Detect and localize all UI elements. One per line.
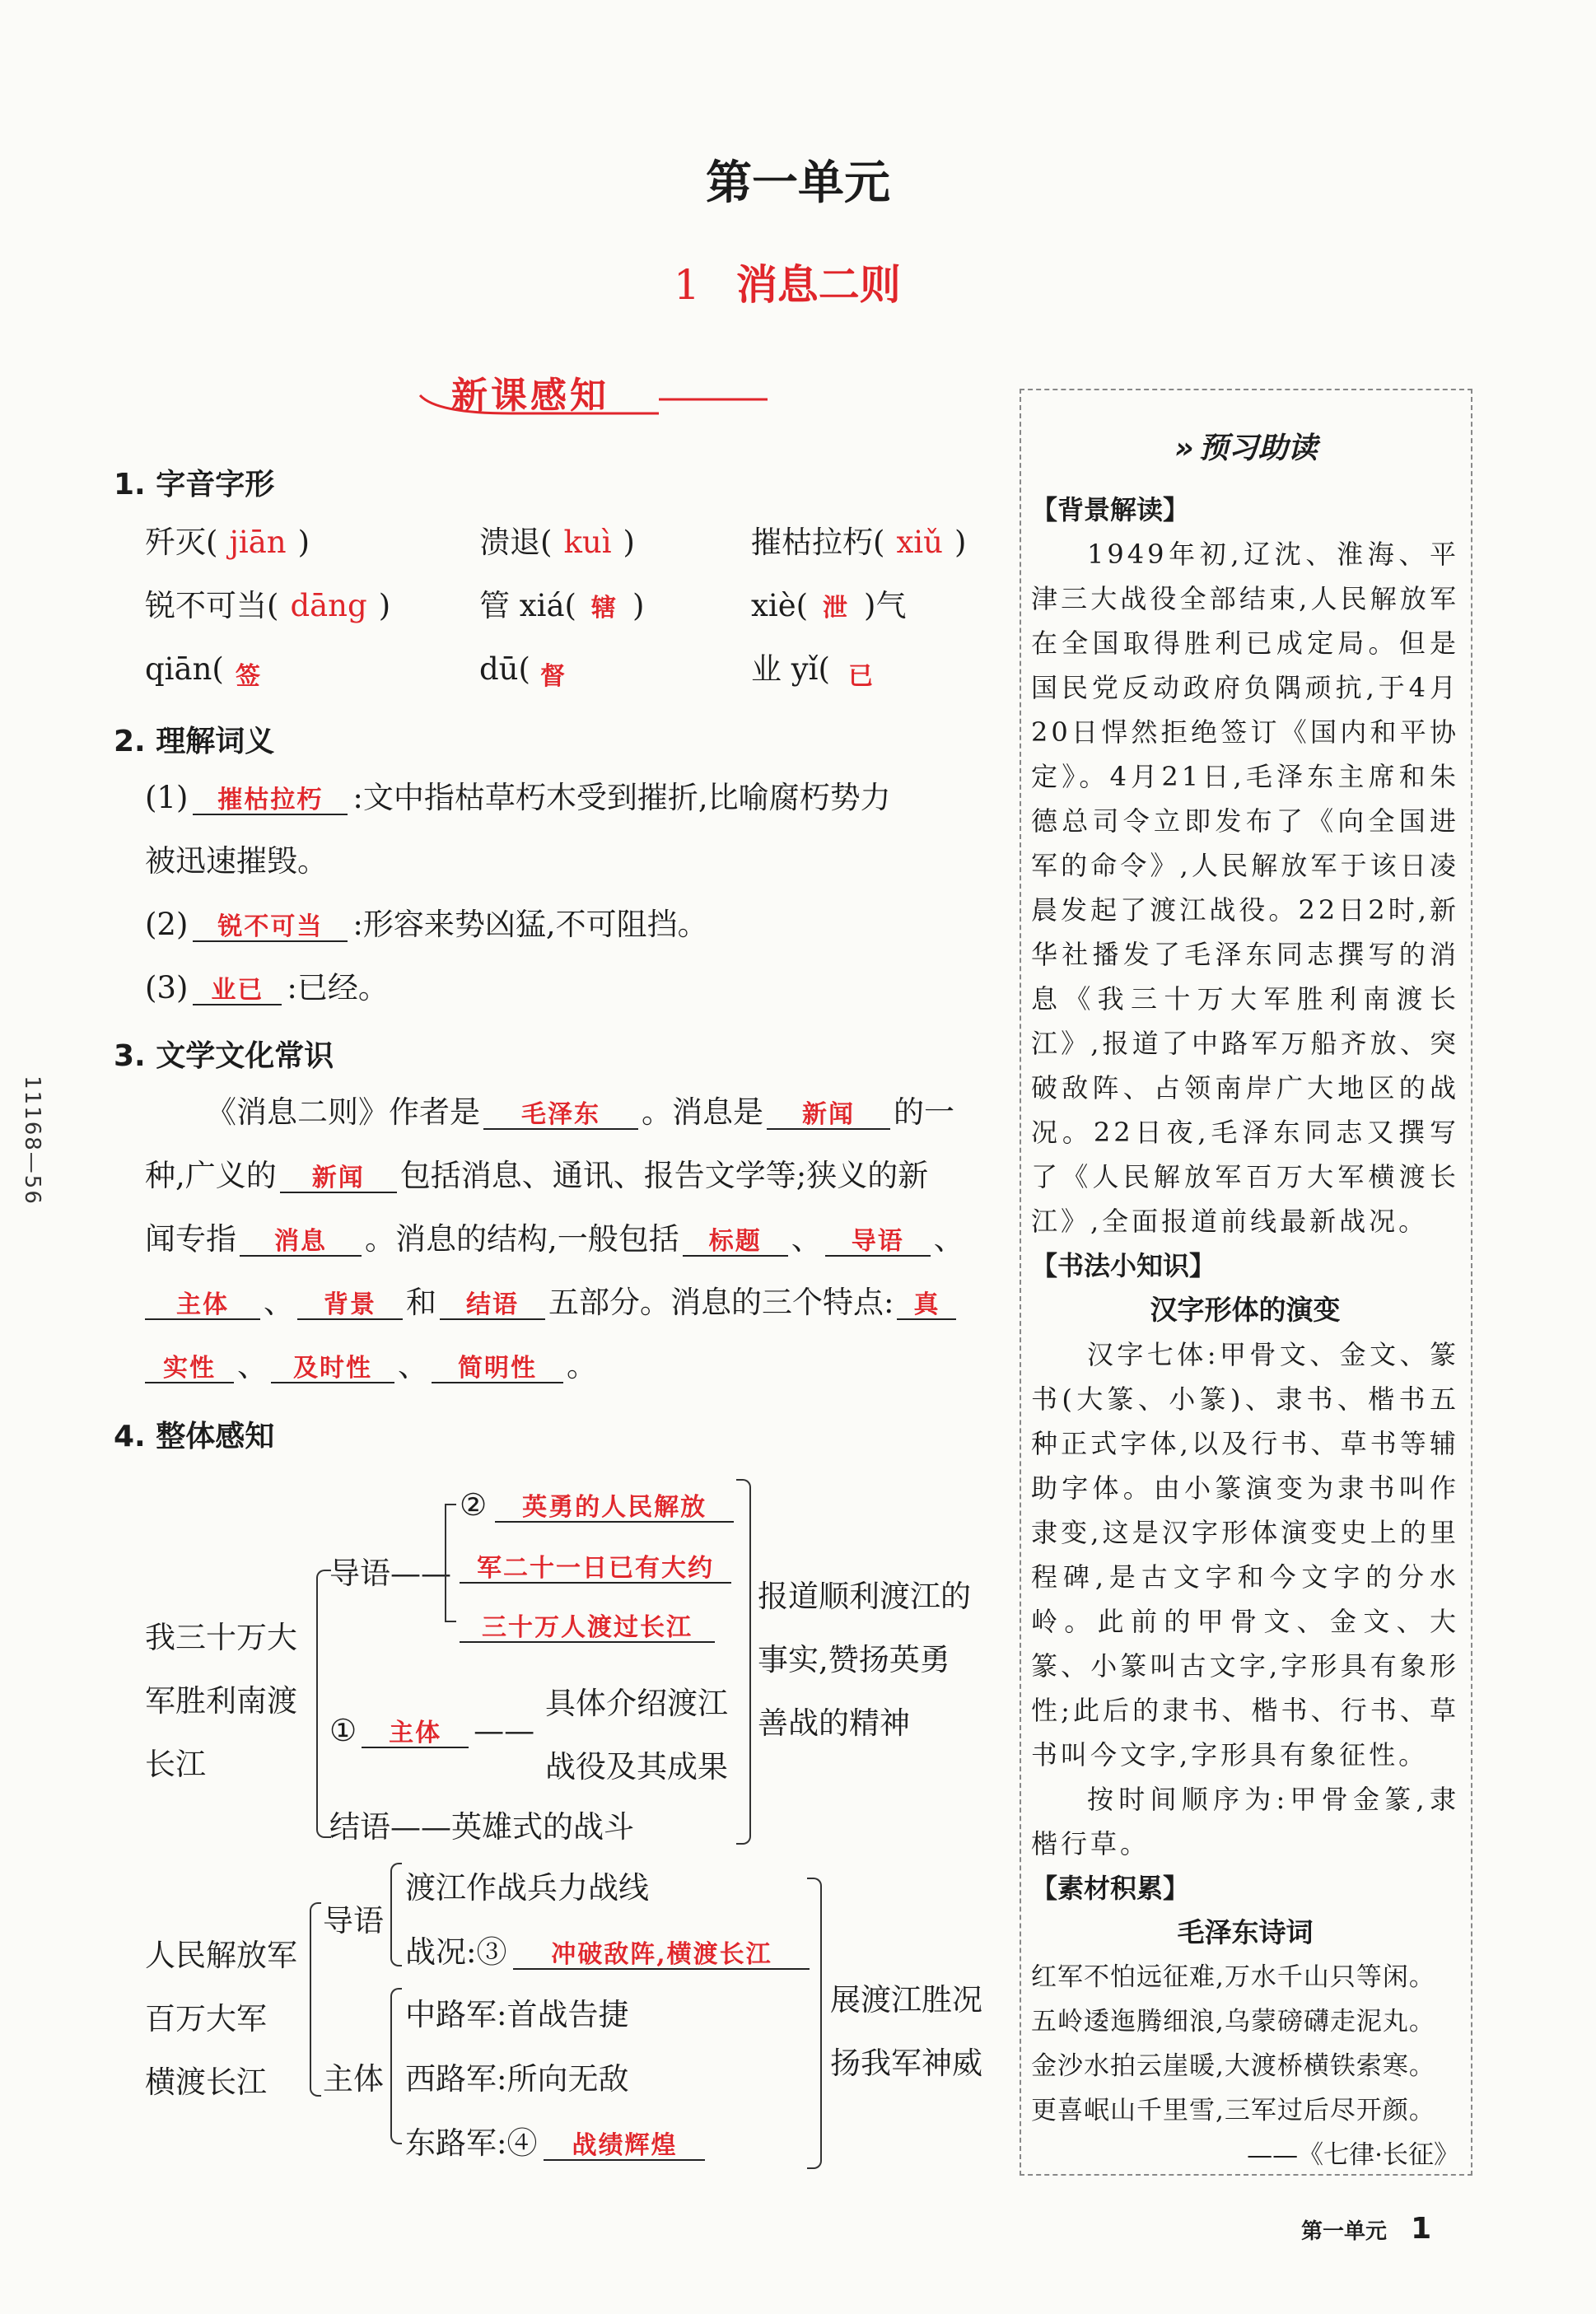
material-tag: 【素材积累】 — [1031, 1873, 1190, 1904]
mm2-summary: 展渡江胜况 扬我军神威 — [830, 1982, 982, 2081]
mm1-zhuti-desc: 具体介绍渡江 战役及其成果 — [545, 1686, 728, 1784]
ans-qian: 签 — [236, 662, 262, 691]
footer-unit: 第一单元 — [1301, 2219, 1388, 2244]
calligraphy-title: 汉字形体的演变 — [1150, 1294, 1341, 1326]
lit-line-3: 闻专指 消息 。消息的结构,一般包括 标题 、 导语 、 — [145, 1221, 964, 1257]
ans-yi: 已 — [848, 662, 875, 691]
mm2-zhuti-brace — [390, 1988, 402, 2144]
section2-heading: 2. 理解词义 — [114, 725, 275, 758]
mm2-r1: 中路军:首战告捷 — [405, 1997, 629, 2032]
ans-du: 督 — [540, 662, 567, 691]
mm2-l2: 战况:③ 冲破敌阵,横渡长江 — [405, 1927, 810, 1971]
poem-source: ——《七律·长征》 — [1247, 2140, 1459, 2170]
sidebar-title: » 预习助读 — [1174, 432, 1318, 465]
material-title: 毛泽东诗词 — [1177, 1916, 1314, 1948]
lit-line-1: 《消息二则》作者是 毛泽东 。消息是 新闻 的一 — [206, 1094, 954, 1130]
lit-line-4: 主体 、 背景 和 结语 五部分。消息的三个特点: 真 — [145, 1271, 993, 1334]
mm1-summary: 报道顺利渡江的 事实,赞扬英勇 善战的精神 — [758, 1579, 971, 1741]
double-chevron-icon: » — [1174, 432, 1194, 465]
banner-label: 新课感知 — [451, 375, 609, 417]
section1-heading: 1. 字音字形 — [114, 468, 275, 502]
mm1-jieyu: 结语——英雄式的战斗 — [329, 1809, 634, 1845]
mm1-daoyu: 导语—— — [329, 1556, 451, 1591]
mm1-item2c: 三十万人渡过长江 — [460, 1607, 715, 1643]
background-tag: 【背景解读】 — [1031, 494, 1190, 525]
page-number: 1 — [1411, 2212, 1432, 2246]
mm2-l1: 渡江作战兵力战线 — [405, 1870, 649, 1906]
mm2-right-brace — [807, 1878, 822, 2169]
calligraphy-text-2: 按时间顺序为:甲骨金篆,隶楷行草。 — [1031, 1784, 1459, 1859]
calligraphy-text: 汉字七体:甲骨文、金文、篆书(大篆、小篆)、隶书、楷书五种正式字体,以及行书、草书等辅助字体。由小篆演变为隶书叫作隶变,这是汉字形体演变史上的里程碑,是古文字和今文字的分水岭。此前的甲骨文、金文、大篆、小篆叫古文字,字形具有象形性;此后的隶书、楷书、行书、草书叫今文字,字形具有象征性。 — [1031, 1339, 1459, 1770]
section4-heading: 4. 整体感知 — [114, 1420, 275, 1453]
mm2-root: 人民解放军 百万大军 横渡长江 — [145, 1938, 297, 2100]
unit-title: 第一单元 — [706, 156, 890, 210]
mm2-daoyu-brace — [390, 1863, 402, 1966]
footer — [1301, 2212, 1431, 2246]
sidebar-box — [1020, 389, 1472, 2176]
calligraphy-tag: 【书法小知识】 — [1031, 1250, 1216, 1281]
vocab-item-1-cont: 被迅速摧毁。 — [145, 843, 328, 879]
spine-code: 11168—56 — [19, 1075, 44, 1206]
lesson-name: 消息二则 — [735, 260, 901, 309]
lesson-number: 1 — [674, 261, 700, 309]
lit-line-2: 种,广义的 新闻 包括消息、通讯、报告文学等;狭义的新 — [145, 1158, 929, 1193]
mm1-zhuti: ① 主体 —— — [329, 1713, 535, 1748]
poem: 红军不怕远征难,万水千山只等闲。 五岭逶迤腾细浪,乌蒙磅礴走泥丸。 金沙水拍云崖暖,大渡桥横铁索寒。 更喜岷山千里雪,三军过后尽开颜。 — [1031, 1962, 1435, 2125]
pinyin-grid: 歼灭( jiān ) 溃退( kuì ) 摧枯拉朽( xiǔ ) 锐不可当( dāng ) 管 xiá( 辖 ) xiè( 泄 )气 qiān( dū( 业 yǐ( — [145, 525, 967, 687]
mm1-item2b: 军二十一日已有大约 — [460, 1548, 731, 1584]
mm2-r2: 西路军:所向无敌 — [405, 2061, 629, 2097]
background-text: 1949年初,辽沈、淮海、平津三大战役全部结束,人民解放军在全国取得胜利已成定局。但是国民党反动政府负隅顽抗,于4月20日悍然拒绝签订《国内和平协定》。4月21日,毛泽东主席和朱德总司令立即发布了《向全国进军的命令》,人民解放军于该日凌晨发起了渡江战役。22日2时,新华社播发了毛泽东同志撰写的消息《我三十万大军胜利南渡长江》,报道了中路军万船齐放、突破敌阵、占领南岸广大地区的战况。22日夜,毛泽东同志又撰写了《人民解放军百万大军横渡长江》,全面报道前线最新战况。 — [1031, 539, 1459, 1237]
mm2-zhuti: 主体 — [323, 2061, 384, 2097]
mm2-left-brace — [310, 1902, 321, 2097]
vocab-item-3: (3) 业已 :已经。 — [145, 970, 389, 1005]
section3-heading: 3. 文学文化常识 — [114, 1039, 334, 1073]
lit-line-5: 实性 、 及时性 、 简明性 。 — [145, 1334, 993, 1397]
vocab-item-2: (2) 锐不可当 :形容来势凶猛,不可阻挡。 — [145, 907, 708, 942]
sidebar-content — [1031, 488, 1459, 2177]
mm1-root: 我三十万大 军胜利南渡 长江 — [145, 1620, 297, 1782]
mm2-r3: 东路军:④ 战绩辉煌 — [405, 2118, 705, 2162]
mm1-item2: ② 英勇的人民解放 — [460, 1487, 734, 1523]
vocab-item-1: (1) 摧枯拉朽 :文中指枯草朽木受到摧折,比喻腐朽势力 — [145, 780, 891, 815]
mm2-daoyu: 导语 — [323, 1903, 384, 1938]
